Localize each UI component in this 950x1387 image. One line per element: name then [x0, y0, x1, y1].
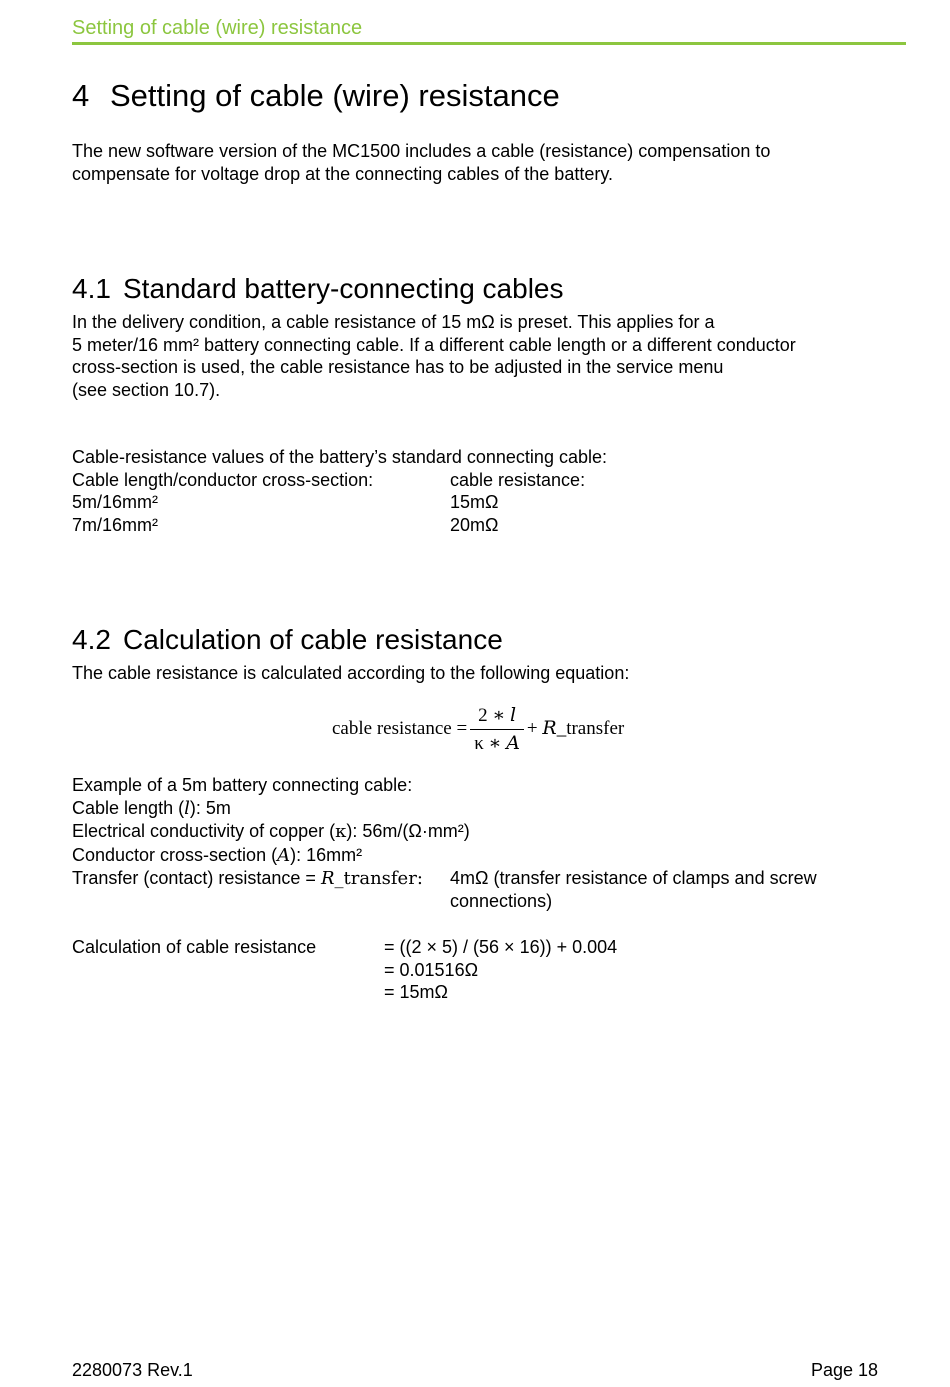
section-prefix: Conductor cross-section ( [72, 844, 278, 865]
table-cell: 15mΩ [450, 492, 499, 512]
example-line-length [72, 797, 872, 821]
running-header: Setting of cable (wire) resistance [72, 17, 363, 39]
example-line-cross-section [72, 844, 872, 868]
equation-fraction [470, 704, 524, 755]
equation-numerator: 2 ∗ 𝑙 [470, 704, 524, 730]
section-41-heading [72, 273, 564, 305]
calculation-block [72, 936, 872, 1006]
cable-resistance-equation [332, 704, 624, 755]
paragraph-line: 5 meter/16 mm² battery connecting cable. If a different cable length or a different conductor [72, 334, 796, 355]
transfer-label [72, 867, 423, 891]
calculation-line: = 0.01516Ω [384, 959, 479, 980]
table-header-cell: Cable length/conductor cross-section: [72, 469, 374, 490]
footer-doc-id: 2280073 Rev.1 [72, 1360, 193, 1380]
table-header-row [72, 469, 872, 492]
equation-lhs: cable resistance = [332, 717, 468, 739]
length-prefix: Cable length ( [72, 797, 185, 818]
calculation-steps [384, 936, 617, 1004]
section-41-paragraph [72, 311, 796, 401]
section-4-number: 4 [72, 78, 90, 113]
equation-rhs-text: _transfer [556, 717, 625, 739]
calculation-line: = 15mΩ [384, 982, 448, 1002]
section-42-intro: The cable resistance is calculated according to the following equation: [72, 663, 630, 683]
calculation-line: = ((2 × 5) / (56 × 16)) + 0.004 [384, 937, 618, 957]
length-symbol: 𝑙 [184, 797, 190, 819]
cable-resistance-table [72, 446, 872, 536]
paragraph-line: (see section 10.7). [72, 379, 221, 400]
intro-line: The new software version of the MC1500 includes a cable (resistance) compensation to [72, 141, 771, 161]
conductivity-prefix: Electrical conductivity of copper ( [72, 821, 336, 841]
transfer-symbol: 𝑅 [320, 868, 335, 889]
footer-page-number: Page 18 [810, 1360, 878, 1380]
table-caption: Cable-resistance values of the battery’s standard connecting cable: [72, 447, 607, 467]
section-42-heading [72, 624, 503, 656]
table-row [72, 491, 872, 514]
transfer-value-line: connections) [450, 890, 553, 911]
section-42-number: 4.2 [72, 624, 111, 655]
example-title: Example of a 5m battery connecting cable: [72, 775, 413, 795]
table-header-cell: cable resistance: [450, 469, 586, 490]
transfer-value [450, 867, 817, 912]
intro-line: compensate for voltage drop at the connecting cables of the battery. [72, 163, 614, 184]
table-cell: 5m/16mm² [72, 492, 159, 512]
conductivity-symbol: κ [335, 821, 347, 842]
transfer-text: _transfer: [334, 868, 423, 889]
equation-denominator: κ ∗ 𝐴 [474, 733, 520, 754]
section-suffix: ): 16mm² [290, 844, 363, 865]
example-block [72, 774, 872, 912]
paragraph-line: cross-section is used, the cable resistance has to be adjusted in the service menu [72, 357, 724, 377]
section-41-number: 4.1 [72, 273, 111, 304]
equation-rhs-symbol: 𝑅 [542, 717, 557, 739]
conductivity-suffix: ): 56m/(Ω·mm²) [346, 821, 470, 841]
section-4-heading [72, 78, 560, 114]
example-line-transfer [72, 867, 872, 912]
table-cell: 20mΩ [450, 514, 499, 535]
calculation-label: Calculation of cable resistance [72, 937, 317, 957]
equation-plus: + [526, 717, 538, 739]
section-4-title: Setting of cable (wire) resistance [110, 78, 560, 113]
section-41-title: Standard battery-connecting cables [123, 273, 564, 304]
paragraph-line: In the delivery condition, a cable resistance of 15 mΩ is preset. This applies for a [72, 312, 715, 332]
section-4-intro [72, 140, 770, 185]
table-cell: 7m/16mm² [72, 514, 159, 535]
section-symbol: 𝐴 [277, 844, 291, 866]
transfer-value-line: 4mΩ (transfer resistance of clamps and screw [450, 868, 817, 888]
table-row [72, 514, 872, 537]
length-suffix: ): 5m [189, 797, 231, 818]
section-42-title: Calculation of cable resistance [123, 624, 503, 655]
transfer-prefix: Transfer (contact) resistance = [72, 868, 321, 888]
header-rule [72, 42, 906, 45]
example-line-conductivity [72, 820, 872, 844]
